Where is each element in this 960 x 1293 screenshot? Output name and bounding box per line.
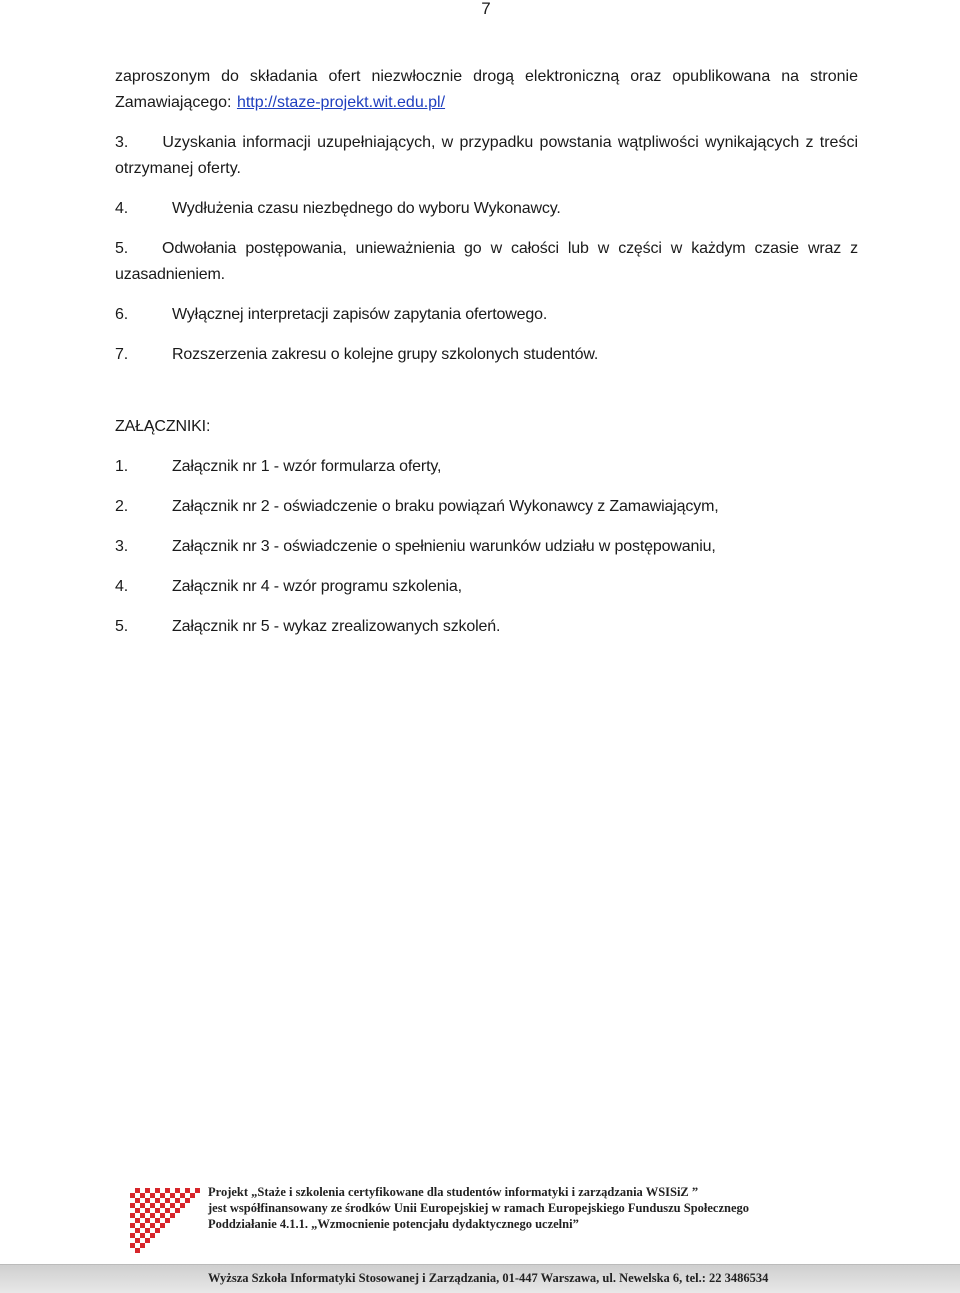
page-footer <box>0 1180 960 1292</box>
item-number: 5. <box>115 240 129 257</box>
list-item <box>115 614 858 640</box>
project-line-3: Poddziałanie 4.1.1. „Wzmocnienie potencjału dydaktycznego uczelni” <box>208 1217 579 1231</box>
item-number: 4. <box>115 578 129 595</box>
list-item <box>115 196 858 222</box>
list-item <box>115 534 858 560</box>
item-text: Rozszerzenia zakresu o kolejne grupy szkolonych studentów. <box>172 346 599 363</box>
university-logo-icon <box>130 1188 200 1256</box>
project-line-2: jest współfinansowany ze środków Unii Europejskiej w ramach Europejskiego Funduszu Społecznego <box>208 1201 750 1215</box>
item-number: 7. <box>115 346 129 363</box>
item-text: Uzyskania informacji uzupełniających, w przypadku powstania wątpliwości wynikających z treści otrzymanej oferty. <box>115 134 858 177</box>
list-item <box>115 494 858 520</box>
list-item <box>115 302 858 328</box>
list-item <box>115 574 858 600</box>
item-number: 3. <box>115 134 129 151</box>
item-text: Załącznik nr 2 - oświadczenie o braku powiązań Wykonawcy z Zamawiającym, <box>172 498 719 515</box>
footer-address-bar <box>0 1264 960 1293</box>
item-number: 3. <box>115 538 129 555</box>
document-body <box>115 64 858 640</box>
list-item <box>115 454 858 480</box>
project-line-1: Projekt „Staże i szkolenia certyfikowane dla studentów informatyki i zarządzania WSISiZ ” <box>208 1185 699 1199</box>
item-text: Wyłącznej interpretacji zapisów zapytania ofertowego. <box>172 306 548 323</box>
attachments-heading: ZAŁĄCZNIKI: <box>115 418 211 435</box>
attachments-list <box>115 454 858 640</box>
item-number: 1. <box>115 458 129 475</box>
page-number: 7 <box>481 0 491 18</box>
item-text: Wydłużenia czasu niezbędnego do wyboru Wykonawcy. <box>172 200 561 217</box>
item-text: Załącznik nr 4 - wzór programu szkolenia, <box>172 578 462 595</box>
list-item <box>115 236 858 288</box>
project-info <box>208 1184 828 1232</box>
item-text: Załącznik nr 3 - oświadczenie o spełnieniu warunków udziału w postępowaniu, <box>172 538 716 555</box>
university-address: Wyższa Szkoła Informatyki Stosowanej i Zarządzania, 01-447 Warszawa, ul. Newelska 6, tel.: 22 3486534 <box>208 1271 769 1285</box>
intro-paragraph <box>115 64 858 116</box>
item-number: 5. <box>115 618 129 635</box>
item-text: Odwołania postępowania, unieważnienia go w całości lub w części w każdym czasie wraz z uzasadnieniem. <box>115 240 858 283</box>
item-number: 6. <box>115 306 129 323</box>
item-number: 4. <box>115 200 129 217</box>
item-number: 2. <box>115 498 129 515</box>
reservations-list <box>115 130 858 368</box>
project-link[interactable]: http://staze-projekt.wit.edu.pl/ <box>236 94 446 111</box>
list-item <box>115 130 858 182</box>
item-text: Załącznik nr 1 - wzór formularza oferty, <box>172 458 442 475</box>
item-text: Załącznik nr 5 - wykaz zrealizowanych szkoleń. <box>172 618 501 635</box>
intro-text: zaproszonym do składania ofert niezwłocznie drogą elektroniczną oraz opublikowana na stronie Zamawiającego: <box>115 68 858 111</box>
list-item <box>115 342 858 368</box>
